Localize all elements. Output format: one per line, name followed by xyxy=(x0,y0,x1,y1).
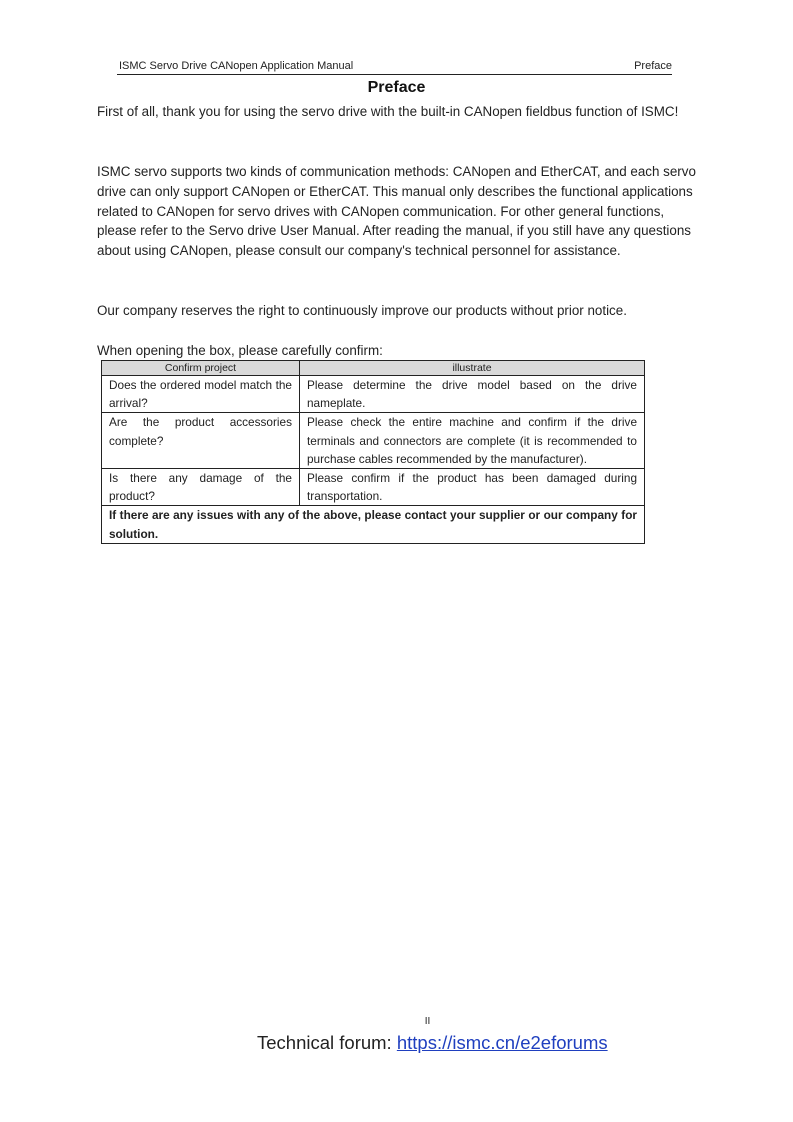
unboxing-paragraph: When opening the box, please carefully confirm: xyxy=(97,343,383,358)
confirmation-table xyxy=(101,360,645,544)
table-note: If there are any issues with any of the above, please contact your supplier or our company for solution. xyxy=(102,506,645,543)
table-cell-project: Is there any damage of the product? xyxy=(102,469,300,506)
table-cell-illustrate: Please determine the drive model based on the drive nameplate. xyxy=(300,376,645,413)
intro-paragraph: First of all, thank you for using the servo drive with the built-in CANopen fieldbus function of ISMC! xyxy=(97,104,679,119)
table-header-confirm-project: Confirm project xyxy=(102,361,300,376)
table-row xyxy=(102,376,645,413)
footer-label: Technical forum: xyxy=(257,1032,397,1053)
table-header-illustrate: illustrate xyxy=(300,361,645,376)
table-note-row xyxy=(102,506,645,543)
table-cell-project: Are the product accessories complete? xyxy=(102,413,300,469)
table-cell-illustrate: Please confirm if the product has been damaged during transportation. xyxy=(300,469,645,506)
table-cell-illustrate: Please check the entire machine and confirm if the drive terminals and connectors are complete (it is recommended to purchase cables recommended by the manufacturer). xyxy=(300,413,645,469)
page-title: Preface xyxy=(367,79,426,96)
page-number: II xyxy=(424,1016,431,1027)
page-header xyxy=(117,58,672,75)
header-manual-title: ISMC Servo Drive CANopen Application Manual xyxy=(119,60,354,72)
rights-paragraph: Our company reserves the right to continuously improve our products without prior notice. xyxy=(97,303,627,318)
footer xyxy=(257,1032,608,1054)
table-cell-project: Does the ordered model match the arrival? xyxy=(102,376,300,413)
table-row xyxy=(102,469,645,506)
header-section-name: Preface xyxy=(634,60,672,72)
forum-link[interactable]: https://ismc.cn/e2eforums xyxy=(396,1032,608,1053)
table-header-row xyxy=(102,361,645,376)
table-row xyxy=(102,413,645,469)
communication-paragraph: ISMC servo supports two kinds of communication methods: CANopen and EtherCAT, and each servo drive can only support CANopen or EtherCAT. This manual only describes the functional applications related to CANopen for servo drives with CANopen communication. For other general functions, please refer to the Servo drive User Manual. After reading the manual, if you still have any questions about using CANopen, please consult our company's technical personnel for assistance. xyxy=(97,164,696,259)
